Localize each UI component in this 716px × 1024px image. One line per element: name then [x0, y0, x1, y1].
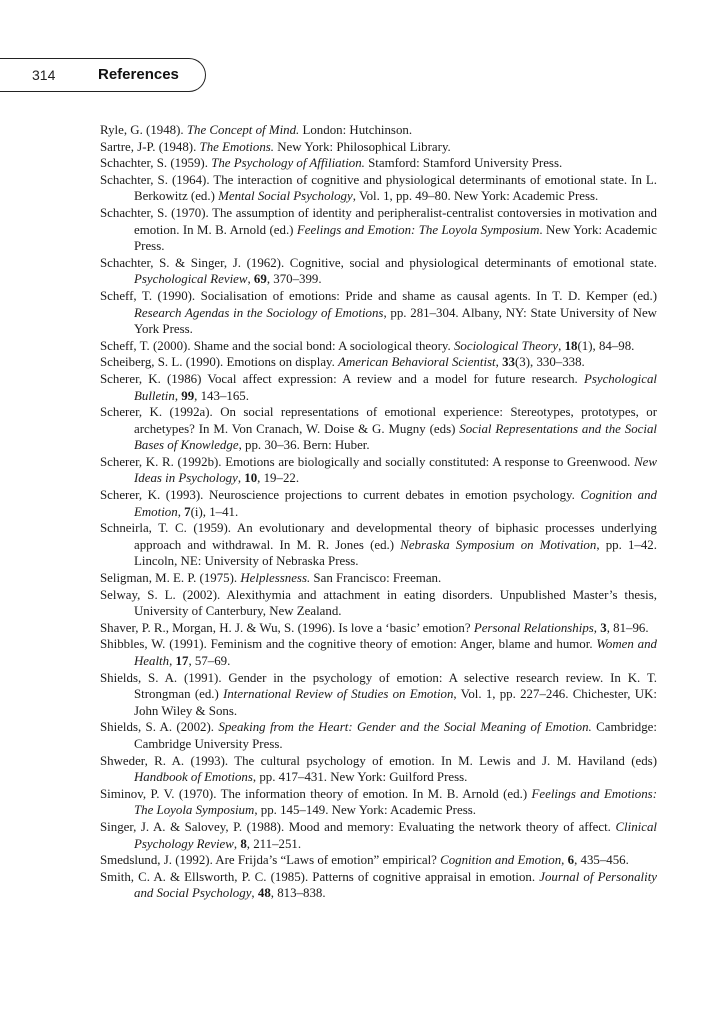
reference-title: Cognition and Emotion [440, 853, 562, 868]
reference-text: Shibbles, W. (1991). Feminism and the cognitive theory of emotion: Anger, blame and humor. [100, 637, 597, 652]
running-head-title: References [98, 66, 179, 83]
reference-text: Shields, S. A. (1991). Gender in the psychology of emotion: A selective research review. In K. T. Strongman (ed.) [100, 670, 657, 702]
reference-title: Clinical Psychology Review [134, 819, 657, 851]
reference-text: , [561, 853, 568, 868]
reference-title: Psychological Bulletin [134, 371, 657, 403]
reference-title: Nebraska Symposium on Motivation [400, 537, 597, 552]
reference-entry [100, 636, 657, 669]
reference-text: , Vol. 1, pp. 227–246. Chichester, UK: John Wiley & Sons. [134, 687, 657, 718]
reference-text: , 211–251. [246, 836, 302, 851]
reference-text: , [495, 355, 503, 370]
reference-volume: 10 [244, 471, 258, 486]
reference-entry [100, 719, 657, 752]
reference-text: , [593, 620, 601, 635]
reference-volume: 17 [175, 654, 189, 668]
reference-title: Handbook of Emotions [134, 770, 253, 785]
reference-title: Cognition and Emotion [134, 488, 657, 519]
reference-title: Feelings and Emotion: The Loyola Symposium [296, 222, 540, 237]
reference-entry [100, 404, 657, 454]
reference-text: (i), 1–41. [190, 504, 239, 519]
reference-text: Seligman, M. E. P. (1975). [100, 571, 241, 586]
reference-text: Scherer, K. (1993). Neuroscience projections to current debates in emotion psychology. [100, 488, 581, 503]
reference-text: . New York: Academic Press. [134, 222, 657, 254]
reference-text: Smith, C. A. & Ellsworth, P. C. (1985). Patterns of cognitive appraisal in emotion. [100, 869, 540, 884]
reference-title: American Behavioral Scientist [338, 355, 496, 370]
reference-text: Scheff, T. (2000). Shame and the social bond: A sociological theory. [100, 338, 454, 353]
reference-entry [100, 454, 657, 487]
page-number: 314 [32, 67, 56, 83]
reference-entry [100, 172, 657, 205]
reference-entry [100, 255, 657, 288]
reference-text: London: Hutchinson. [299, 123, 413, 137]
reference-text: San Francisco: Freeman. [310, 571, 442, 586]
reference-entry [100, 670, 657, 720]
reference-entry [100, 620, 657, 637]
reference-text: , 143–165. [194, 388, 249, 403]
reference-text: , [247, 272, 254, 287]
reference-entry [100, 487, 657, 520]
reference-text: Cambridge: Cambridge University Press. [134, 720, 657, 751]
reference-title: New Ideas in Psychology [134, 454, 657, 486]
reference-text: New York: Philosophical Library. [274, 139, 451, 154]
reference-title: Sociological Theory [453, 338, 559, 353]
reference-text: Siminov, P. V. (1970). The information theory of emotion. In M. B. Arnold (ed.) [100, 786, 532, 801]
reference-text: , pp. 145–149. New York: Academic Press. [254, 803, 476, 818]
reference-text: Shields, S. A. (2002). [100, 720, 219, 735]
reference-entry [100, 570, 657, 587]
reference-text: , pp. 30–36. Bern: Huber. [238, 438, 370, 453]
reference-list [100, 122, 657, 902]
reference-title: Feelings and Emotions: The Loyola Symposium [134, 786, 657, 818]
reference-entry [100, 869, 657, 902]
reference-text: , 370–399. [266, 272, 322, 287]
reference-text: Scherer, K. (1992a). On social representations of emotional experience: Stereotypes, prototypes, or archetypes? In M. Von Cranach, W. Doise & G. Mugny (eds) [100, 405, 657, 436]
reference-text: Ryle, G. (1948). [100, 123, 187, 137]
reference-volume: 33 [502, 355, 515, 370]
reference-title: The Emotions. [199, 139, 275, 154]
reference-entry [100, 371, 657, 404]
reference-entry [100, 288, 657, 338]
reference-volume: 7 [184, 504, 191, 519]
reference-entry [100, 852, 657, 869]
reference-text: , [174, 388, 182, 403]
reference-text: Scherer, K. R. (1992b). Emotions are biologically and socially constituted: A response to Greenwood. [100, 454, 635, 469]
reference-title: Helplessness. [240, 571, 311, 586]
reference-text: Schachter, S. (1959). [100, 156, 212, 171]
reference-text: Shweder, R. A. (1993). The cultural psychology of emotion. In M. Lewis and J. M. Haviland (eds) [100, 753, 657, 768]
running-header [0, 58, 206, 92]
reference-entry [100, 520, 657, 570]
reference-text: , [177, 504, 185, 519]
reference-text: , pp. 281–304. Albany, NY: State University of New York Press. [134, 305, 657, 337]
reference-title: Speaking from the Heart: Gender and the Social Meaning of Emotion. [218, 720, 592, 735]
reference-text: Schachter, S. & Singer, J. (1962). Cognitive, social and physiological determinants of emotional state. [100, 255, 657, 270]
reference-entry [100, 155, 657, 172]
reference-entry [100, 122, 657, 139]
reference-entry [100, 819, 657, 852]
reference-volume: 8 [240, 836, 247, 851]
reference-text: Scherer, K. (1986) Vocal affect expression: A review and a model for future research. [100, 371, 584, 386]
reference-text: Schachter, S. (1970). The assumption of identity and peripheralist-centralist contoversies in motivation and emotion. In M. B. Arnold (ed.) [100, 205, 657, 237]
reference-volume: 3 [600, 620, 607, 635]
reference-text: Schneirla, T. C. (1959). An evolutionary and developmental theory of biphasic processes underlying approach and withdrawal. In M. R. Jones (ed.) [100, 521, 657, 552]
reference-title: Journal of Personality and Social Psychology [134, 869, 657, 901]
reference-volume: 18 [564, 338, 578, 353]
reference-text: Stamford: Stamford University Press. [364, 156, 563, 171]
reference-volume: 6 [567, 853, 575, 868]
reference-title: Personal Relationships [473, 620, 594, 635]
reference-text: Sartre, J-P. (1948). [100, 139, 200, 154]
reference-text: Scheiberg, S. L. (1990). Emotions on display. [100, 355, 339, 370]
reference-text: , 435–456. [574, 853, 629, 868]
reference-entry [100, 786, 657, 819]
reference-text: (3), 330–338. [514, 355, 585, 370]
reference-text: Shaver, P. R., Morgan, H. J. & Wu, S. (1996). Is love a ‘basic’ emotion? [100, 620, 474, 635]
reference-text: , [233, 836, 241, 851]
reference-title: The Concept of Mind. [186, 123, 300, 137]
reference-text: , 813–838. [270, 886, 326, 901]
reference-title: Social Representations and the Social Bases of Knowledge [134, 421, 657, 453]
reference-entry [100, 753, 657, 786]
reference-text: , 57–69. [188, 654, 231, 668]
reference-title: Psychological Review [134, 272, 248, 287]
reference-text: Scheff, T. (1990). Socialisation of emotions: Pride and shame as causal agents. In T. D. Kemper (ed.) [100, 288, 657, 303]
reference-entry [100, 205, 657, 255]
reference-title: Research Agendas in the Sociology of Emotions [134, 305, 384, 320]
reference-entry [100, 354, 657, 371]
reference-text: , [558, 338, 565, 353]
reference-volume: 99 [181, 388, 195, 403]
reference-text: , 81–96. [606, 620, 649, 635]
reference-text: , Vol. 1, pp. 49–80. New York: Academic Press. [352, 189, 599, 204]
reference-text: Smedslund, J. (1992). Are Frijda’s “Laws of emotion” empirical? [100, 853, 441, 868]
reference-title: Women and Health [134, 637, 657, 668]
reference-text: Singer, J. A. & Salovey, P. (1988). Mood and memory: Evaluating the network theory of affect. [100, 819, 616, 834]
reference-title: International Review of Studies on Emotion [223, 687, 454, 702]
reference-text: , pp. 1–42. Lincoln, NE: University of Nebraska Press. [134, 537, 657, 569]
reference-entry [100, 139, 657, 156]
reference-text: (1), 84–98. [577, 338, 635, 353]
reference-text: , pp. 417–431. New York: Guilford Press. [252, 770, 468, 785]
reference-entry [100, 587, 657, 620]
reference-text: Schachter, S. (1964). The interaction of cognitive and physiological determinants of emotional state. In L. Berkowitz (ed.) [100, 172, 657, 204]
reference-text: , [251, 886, 258, 901]
reference-title: The Psychology of Affiliation. [211, 156, 365, 171]
reference-text: , [169, 654, 176, 668]
reference-title: Mental Social Psychology [218, 189, 353, 204]
reference-text: , [237, 471, 245, 486]
reference-text: Selway, S. L. (2002). Alexithymia and attachment in eating disorders. Unpublished Master’s thesis, University of Canterbury, New Zealand. [100, 587, 657, 619]
reference-volume: 69 [253, 272, 267, 287]
reference-text: , 19–22. [257, 471, 300, 486]
reference-entry [100, 338, 657, 355]
reference-volume: 48 [257, 886, 271, 901]
